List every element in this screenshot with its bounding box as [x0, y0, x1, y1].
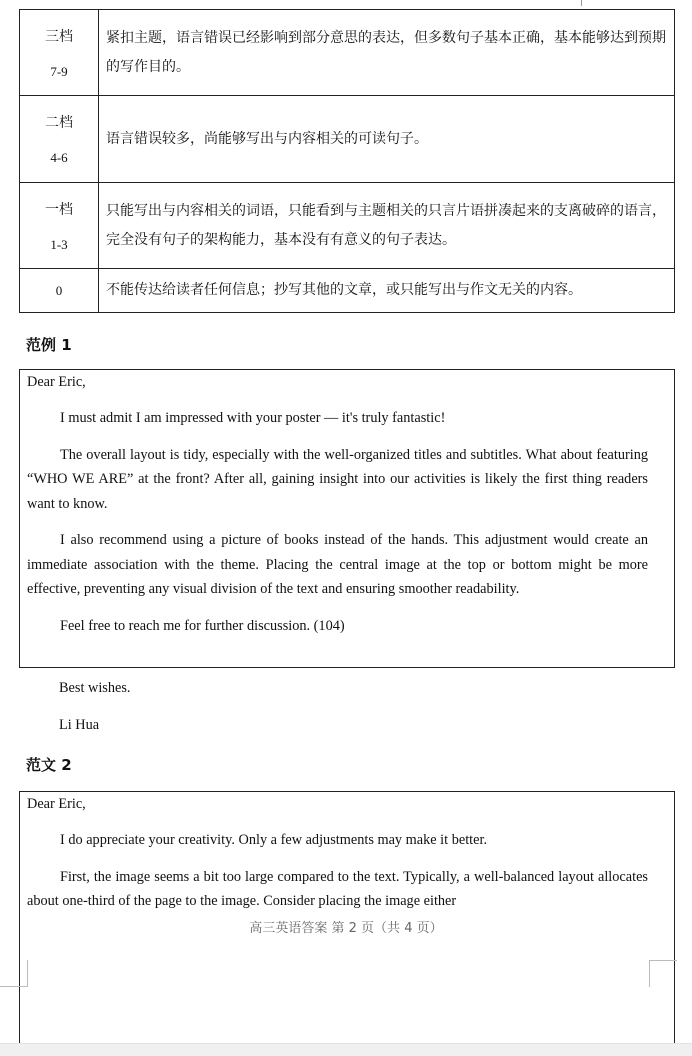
- letter-paragraph: I also recommend using a picture of books instead of the hands. This adjustment would create an immediate association with the theme. Placing the central image at the top or bottom might be more effective, preventing any visual division of the text and ensuring smoother readability.: [27, 532, 648, 597]
- rubric-level-cell: [20, 96, 99, 183]
- rubric-description: 不能传达给读者任何信息；抄写其他的文章，或只能写出与作文无关的内容。: [99, 269, 675, 313]
- rubric-level: 一档: [45, 201, 73, 218]
- rubric-level: 0: [55, 282, 63, 298]
- rubric-score-range: 4-6: [50, 150, 68, 165]
- rubric-row: [20, 183, 675, 269]
- example-2-heading: 范文 2: [26, 756, 72, 774]
- page-margin-tick: [581, 0, 582, 6]
- letter-signature: Li Hua: [59, 717, 100, 733]
- rubric-level: 二档: [45, 115, 73, 131]
- rubric-level-cell: [20, 10, 99, 96]
- letter-paragraph: Feel free to reach me for further discussion. (104): [60, 617, 345, 634]
- letter-paragraph: I do appreciate your creativity. Only a few adjustments may make it better.: [60, 832, 488, 848]
- page-footer: 高三英语答案 第 2 页（共 4 页）: [249, 921, 443, 936]
- page-corner-mark: [649, 960, 677, 987]
- rubric-description: 只能写出与内容相关的词语，只能看到与主题相关的只言片语拼凑起来的支离破碎的语言，完全没有句子的架构能力，基本没有有意义的句子表达。: [99, 183, 675, 269]
- example-1-heading: 范例 1: [26, 336, 72, 354]
- rubric-description: 紧扣主题，语言错误已经影响到部分意思的表达，但多数句子基本正确，基本能够达到预期的写作目的。: [99, 10, 675, 96]
- rubric-level-cell: [20, 183, 99, 269]
- rubric-row: [20, 96, 675, 183]
- rubric-row: [20, 10, 675, 96]
- page-corner-mark: [0, 960, 28, 987]
- letter-greeting: Dear Eric,: [27, 796, 86, 812]
- viewer-bottom-bar: [0, 1043, 692, 1056]
- rubric-level-cell: [20, 269, 99, 313]
- letter-paragraph: The overall layout is tidy, especially with the well-organized titles and subtitles. What about featuring “WHO WE ARE” at the front? After all, gaining insight into our activities is likely the first thing readers want to know.: [27, 446, 648, 512]
- rubric-description: 语言错误较多，尚能够写出与内容相关的可读句子。: [99, 96, 675, 183]
- letter-greeting: Dear Eric,: [27, 374, 86, 390]
- letter-paragraph: I must admit I am impressed with your poster — it's truly fantastic!: [60, 410, 446, 426]
- scoring-rubric-table: [19, 9, 675, 313]
- rubric-score-range: 7-9: [50, 63, 68, 79]
- rubric-level: 三档: [45, 28, 73, 45]
- letter-closing: Best wishes.: [59, 680, 131, 696]
- rubric-row: [20, 269, 675, 313]
- example-1-letter-box: [19, 369, 675, 668]
- rubric-score-range: 1-3: [50, 236, 68, 252]
- letter-paragraph: First, the image seems a bit too large compared to the text. Typically, a well-balanced layout allocates about one-third of the page to the image. Consider placing the image either: [27, 868, 648, 909]
